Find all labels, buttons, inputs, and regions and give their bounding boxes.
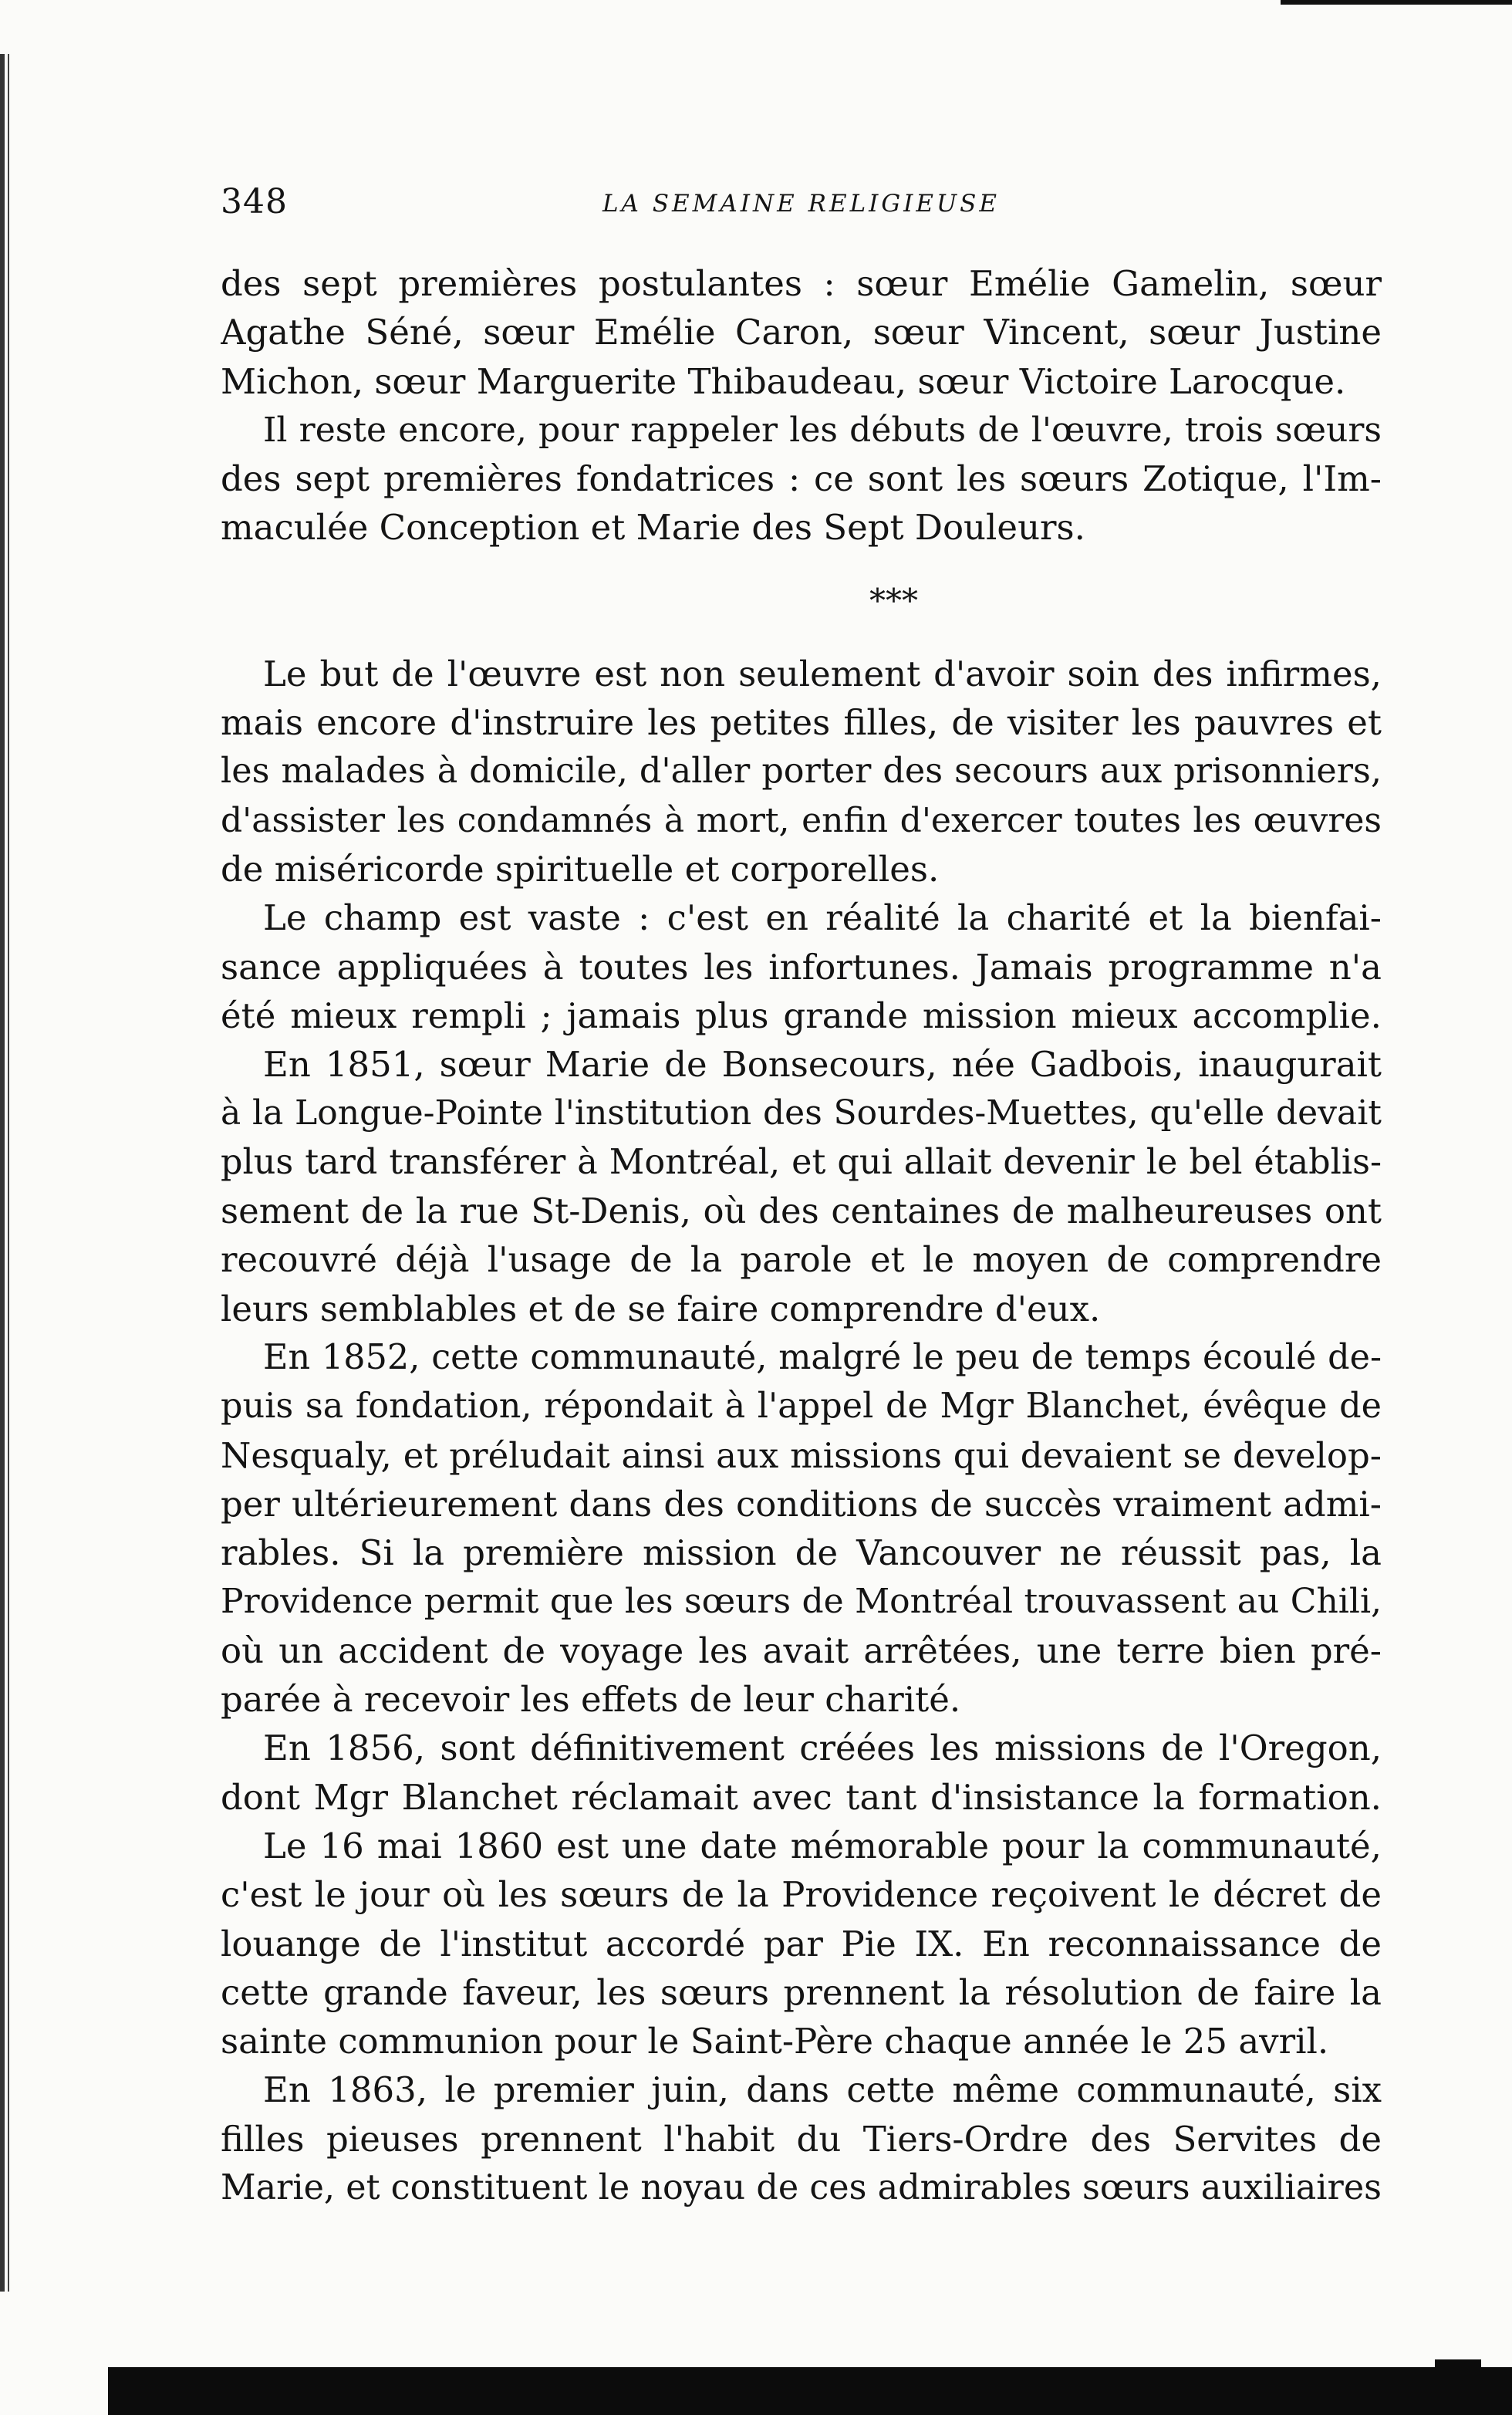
text-line: Le but de l'œuvre est non seulement d'avoir soin des infirmes, [263, 653, 1382, 694]
text-line: de miséricorde spirituelle et corporelles. [221, 848, 940, 890]
text-line: En 1852, cette communauté, malgré le peu de temps écoulé de- [263, 1337, 1382, 1377]
text-line: sement de la rue St-Denis, où des centaines de malheureuses ont [221, 1191, 1382, 1232]
text-line: En 1863, le premier juin, dans cette même communauté, six [263, 2069, 1382, 2111]
text-line: été mieux rempli ; jamais plus grande mission mieux accomplie. [221, 995, 1382, 1036]
text-line: cette grande faveur, les sœurs prennent la résolution de faire la [221, 1971, 1382, 2013]
text-line: filles pieuses prennent l'habit du Tiers-Ordre des Servites de [221, 2118, 1382, 2160]
text-line: d'assister les condamnés à mort, enfin d'exercer toutes les œuvres [221, 800, 1382, 840]
text-line: Michon, sœur Marguerite Thibaudeau, sœur Victoire Larocque. [221, 360, 1346, 402]
text-line: à la Longue-Pointe l'institution des Sourdes-Muettes, qu'elle devait [221, 1093, 1382, 1133]
text-line: c'est le jour où les sœurs de la Providence reçoivent le décret de [221, 1874, 1382, 1916]
text-line: Marie, et constituent le noyau de ces admirables sœurs auxiliaires [221, 2167, 1382, 2207]
scan-bottom-notch [1435, 2336, 1481, 2367]
text-line: En 1851, sœur Marie de Bonsecours, née Gadbois, inaugurait [263, 1044, 1382, 1086]
page-header [221, 179, 1382, 225]
text-line: maculée Conception et Marie des Sept Douleurs. [221, 507, 1085, 549]
text-line: où un accident de voyage les avait arrêtées, une terre bien pré- [221, 1630, 1382, 1671]
text-line: dont Mgr Blanchet réclamait avec tant d'insistance la formation. [221, 1776, 1382, 1818]
text-line: rables. Si la première mission de Vancouver ne réussit pas, la [221, 1532, 1382, 1574]
text-line: Agathe Séné, sœur Emélie Caron, sœur Vincent, sœur Justine [221, 312, 1382, 353]
text-line: louange de l'institut accordé par Pie IX. En reconnaissance de [221, 1923, 1382, 1964]
text-line: leurs semblables et de se faire comprendre d'eux. [221, 1288, 1101, 1329]
asterism-divider: *** [869, 581, 918, 620]
text-line: Nesqualy, et préludait ainsi aux missions qui devaient se develop- [221, 1434, 1382, 1476]
text-line: parée à recevoir les effets de leur charité. [221, 1679, 961, 1721]
page-number: 348 [221, 182, 288, 221]
text-line: les malades à domicile, d'aller porter des secours aux prisonniers, [221, 752, 1382, 792]
text-line: Le 16 mai 1860 est une date mémorable pour la communauté, [263, 1825, 1382, 1866]
text-line: plus tard transférer à Montréal, et qui allait devenir le bel établis- [221, 1142, 1382, 1182]
text-line: mais encore d'instruire les petites filles, de visiter les pauvres et [221, 702, 1382, 744]
text-line: sance appliquées à toutes les infortunes. Jamais programme n'a [221, 946, 1382, 988]
text-line: En 1856, sont définitivement créées les missions de l'Oregon, [263, 1728, 1382, 1769]
text-line: des sept premières postulantes : sœur Emélie Gamelin, sœur [221, 263, 1382, 304]
body-text [221, 259, 1382, 2212]
text-line: Le champ est vaste : c'est en réalité la charité et la bienfai- [263, 897, 1382, 939]
text-line: recouvré déjà l'usage de la parole et le moyen de comprendre [221, 1239, 1382, 1281]
scan-top-rule [1281, 0, 1512, 5]
text-line: sainte communion pour le Saint-Père chaque année le 25 avril. [221, 2021, 1329, 2062]
running-head: LA SEMAINE RELIGIEUSE [602, 190, 1001, 218]
text-line: Il reste encore, pour rappeler les débuts de l'œuvre, trois sœurs [263, 410, 1382, 450]
text-line: puis sa fondation, répondait à l'appel de Mgr Blanchet, évêque de [221, 1387, 1382, 1427]
scan-left-edge [0, 54, 20, 2292]
text-line: des sept premières fondatrices : ce sont les sœurs Zotique, l'Im- [221, 458, 1382, 500]
scan-bottom-bar [108, 2367, 1512, 2415]
text-line: per ultérieurement dans des conditions de succès vraiment admi- [221, 1483, 1382, 1525]
text-line: Providence permit que les sœurs de Montréal trouvassent au Chili, [221, 1582, 1382, 1622]
